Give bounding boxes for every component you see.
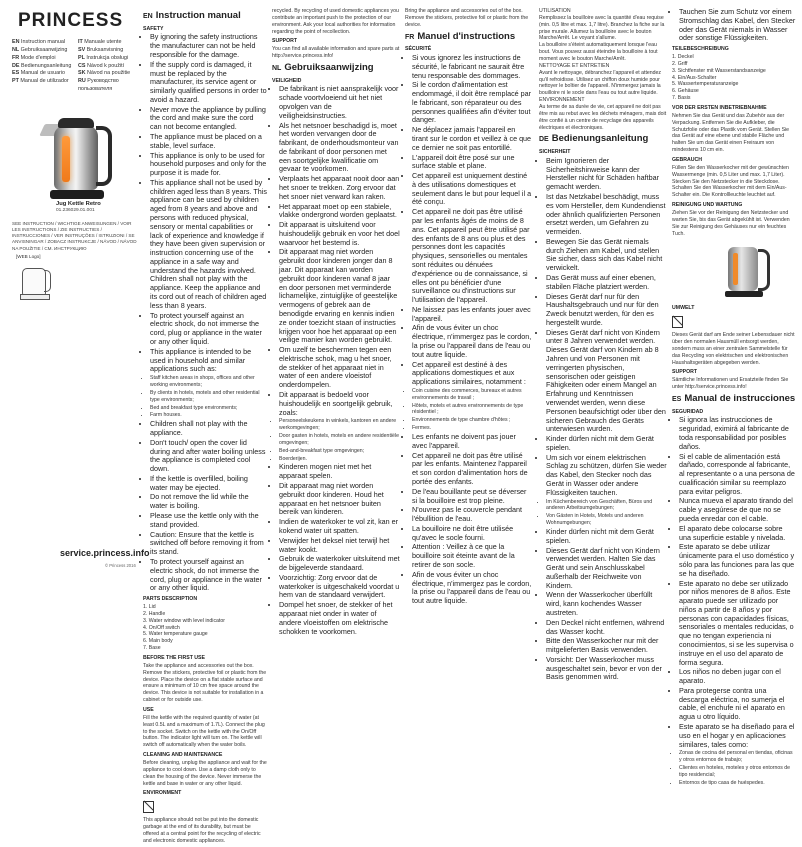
- safety-item: • Este aparato se debe utilizar únicamente para el uso doméstico y sólo para las funciones para las que se ha diseñado.: [679, 543, 796, 578]
- safety-item: • Cet appareil ne doit pas être utilisé par les enfants âgés de moins de 8 ans. Cet appareil peut être utilisé par des enfants de 8 ans ou plus et des personnes dont les capacités physiques, sensorielles ou mentales sont réduites ou dénuées d'expérience ou de connaissance, si elles ont pu bénéficier d'une surveillance ou d'instructions sur l'utilisation de l'appareil.: [412, 208, 533, 305]
- safety-item: • Verwijder het deksel niet terwijl het water kookt.: [279, 537, 400, 555]
- section-text: NETTOYAGE ET ENTRETIEN: [539, 62, 610, 69]
- safety-item: • Kinder dürfen nicht mit dem Gerät spielen.: [546, 435, 667, 453]
- safety-item: • El aparato debe colocarse sobre una superficie estable y nivelada.: [679, 525, 796, 543]
- de-before-text: Nehmen Sie das Gerät und das Zubehör aus der Verpackung. Entfernen Sie die Aufkleber, die Schutzfolie oder das Plastik vom Gerät. Stellen Sie das Gerät auf eine ebene und stabile Fläche und halten Sie um das Gerät einen Freiraum von mindestens 10 cm ein.: [672, 112, 790, 154]
- safety-item: • Kinderen mogen niet met het apparaat spelen.: [279, 463, 400, 481]
- de-safety-tail: [672, 8, 796, 43]
- safety-item: • Para protegerse contra una descarga eléctrica, no sumerja el cable, el enchufe ni el aparato en agua u otro líquido.: [679, 687, 796, 722]
- safety-item: • Tauchen Sie zum Schutz vor einem Stromschlag das Kabel, den Stecker oder das Gerät niemals in Wasser oder sonstige Flüssigkeiten.: [679, 8, 796, 43]
- safety-item: • This appliance shall not be used by children aged less than 8 years. This appliance can be used by children aged from 8 years and above and persons with reduced physical, sensory or mental capabilities or lack of experience and knowledge if they have been given supervision or instruction concerning use of the appliance in a safe way and understand the hazards involved. Children shall not play with the appliance. Keep the appliance and its cord out of reach of children aged less than 8 years.: [150, 179, 267, 311]
- safety-item: • Do not remove the lid while the water is boiling.: [150, 493, 267, 511]
- en-parts-heading: PARTS DESCRIPTION: [143, 596, 198, 603]
- safety-item: • Les enfants ne doivent pas jouer avec l'appareil.: [412, 433, 533, 451]
- language-name: Bedienungsanleitung: [19, 62, 72, 69]
- language-name: Mode d'emploi: [19, 54, 56, 61]
- language-pl: [78, 55, 140, 63]
- es-safety-heading: SEGURIDAD: [672, 408, 704, 415]
- safety-item: • If the kettle is overfilled, boiling water may be ejected.: [150, 475, 267, 493]
- en-title: EN Instruction manual: [143, 10, 241, 21]
- diagram-base: [20, 294, 50, 300]
- usage-item: • Entornos de tipo casa de huéspedes.: [679, 780, 796, 787]
- language-code: FR: [12, 54, 20, 61]
- language-fr: [12, 55, 74, 63]
- usage-item: • Door gasten in hotels, motels en andere residentiële omgevingen;: [279, 433, 400, 447]
- safety-item: • This appliance is intended to be used in household and similar applications such as:: [150, 348, 267, 374]
- safety-item: • Si le cordon d'alimentation est endommagé, il doit être remplacé par le fabricant, son réparateur ou des personnes qualifiées afin d'éviter tout danger.: [412, 81, 533, 125]
- language-de: [12, 63, 74, 71]
- language-ru: [78, 78, 140, 94]
- language-code: CS: [78, 62, 86, 69]
- safety-item: • To protect yourself against an electric shock, do not immerse the cord, plug or appliance in the water or any other liquid.: [150, 312, 267, 347]
- language-en: [12, 39, 74, 47]
- safety-item: • Dieses Gerät darf nur für den Haushaltsgebrauch und nur für den Zweck benutzt werden, für den es hergestellt wurde.: [546, 293, 667, 328]
- safety-item: • Ne laissez pas les enfants jouer avec l'appareil.: [412, 306, 533, 324]
- fr-safety-list: [405, 54, 533, 387]
- safety-item: • Um sich vor einem elektrischen Schlag zu schützen, dürfen Sie weder das Kabel, den Stecker noch das Gerät in Wasser oder andere Flüssigkeiten tauchen.: [546, 454, 667, 498]
- diagram-handle: [44, 270, 51, 292]
- en-safety-heading: SAFETY: [143, 25, 164, 32]
- safety-item: • This appliance is only to be used for household purposes and only for the purpose it is made for.: [150, 152, 267, 178]
- en-env-text: This appliance should not be put into the domestic garbage at the end of its durability, but must be offered at a central point for the recycling of electric and electronic domestic appliances.: [143, 817, 261, 844]
- safety-item: • Este aparato no debe ser utilizado por niños menores de 8 años. Este aparato puede ser utilizado por niños a partir de 8 años y por personas con capacidades físicas, sensoriales o mentales reducidas, o que no tengan experiencia ni conocimientos, si se les supervisa o instruye en el uso del aparato de forma segura.: [679, 580, 796, 668]
- de-safety-list-2: [539, 528, 667, 682]
- instruction-notice: SEE INSTRUCTION / WICHTIGE ANWEISUNGEN / VOIR LES INSTRUCTIONS / ZIE INSTRUCTIES / INSTRUCCIONES / VER INSTRUÇÕES / ISTRUZIONI / SE ANVISNINGAR / ZOBACZ INSTRUKCJE / NÁVOD / NÁVOD NA POUŽITIE / СМ. ИНСТРУКЦИЮ: [12, 220, 137, 251]
- recycle-bin-icon: [672, 316, 683, 328]
- usage-item: • Fermes.: [412, 425, 533, 432]
- usage-item: • Farm houses.: [150, 412, 267, 419]
- kettle-water-window: [62, 136, 70, 182]
- language-name: Gebruiksaanwijzing: [19, 46, 68, 53]
- usage-item: • Coin cuisine des commerces, bureaux et autres environnements de travail ;: [412, 388, 533, 402]
- safety-item: • Bitte den Wasserkocher nur mit der mitgelieferten Basis verwenden.: [546, 637, 667, 655]
- en-clean-heading: CLEANING AND MAINTENANCE: [143, 752, 223, 759]
- de-parts-list: [672, 54, 796, 102]
- de-env-heading: UMWELT: [672, 305, 695, 312]
- part-item: 3. Water window with level indicator: [143, 617, 225, 624]
- safety-item: • Los niños no deben jugar con el aparato.: [679, 668, 796, 686]
- de-use-text: Füllen Sie den Wasserkocher mit der gewünschten Wassermenge (min. 0,5 Liter und max. 1,7 Liter). Stecken Sie den Netzstecker in die Steckdose. Schalten Sie den Wasserkocher mit dem Ein/Aus-Schalter ein. Die Kontrollleuchte leuchtet auf.: [672, 164, 789, 199]
- nl-title: NL Gebruiksaanwijzing: [272, 62, 374, 74]
- part-item: 3. Sichtfenster mit Wasserstandsanzeige: [672, 67, 766, 74]
- safety-item: • Ne déplacez jamais l'appareil en tirant sur le cordon et veillez à ce que ce dernier ne soit pas entortillé.: [412, 126, 533, 152]
- kettle-handle: [758, 249, 770, 291]
- safety-item: • Dit apparaat mag niet worden gebruikt door kinderen jonger dan 8 jaar. Dit apparaat kan worden gebruikt door kinderen vanaf 8 jaar en door personen met verminderde lichamelijke, zintuiglijke of geestelijke vermogens of gebrek aan de benodigde ervaring en kennis indien ze onder toezicht staan of instructies krijgen voor hoe het apparaat op een veilige manier kan worden gebruikt.: [279, 248, 400, 345]
- nl-column: [272, 8, 400, 637]
- de-usage-list: [539, 499, 667, 527]
- usage-item: • Von Gästen in Hotels, Motels und anderen Wohnumgebungen;: [546, 513, 667, 527]
- safety-item: • Si ignora las instrucciones de seguridad, eximirá al fabricante de toda responsabilidad por posibles daños.: [679, 416, 796, 451]
- de-clean-text: Ziehen Sie vor der Reinigung den Netzstecker und warten Sie, bis das Gerät abgekühlt ist. Verwenden Sie zur Reinigung des Gehäuses nur ein feuchtes Tuch.: [672, 210, 790, 237]
- copyright-date: © Princess 2016: [105, 563, 136, 568]
- safety-item: • Dieses Gerät darf nicht von Kindern verwendet werden. Halten Sie das Gerät und sein Anschlusskabel außerhalb der Reichweite von Kindern.: [546, 547, 667, 591]
- safety-item: • To protect yourself against an electric shock, do not immerse the cord, plug or appliance in the water or any other liquid.: [150, 558, 267, 593]
- kettle-water-window: [733, 253, 738, 285]
- safety-item: • La bouilloire ne doit être utilisée qu'avec le socle fourni.: [412, 525, 533, 543]
- safety-item: • Gebruik de waterkoker uitsluitend met de bijgeleverde standaard.: [279, 555, 400, 573]
- usage-item: • Boerderijen.: [279, 456, 400, 463]
- en-use-heading: USE: [143, 706, 154, 713]
- nl-safety-list: [272, 85, 400, 417]
- en-safety-list: [143, 33, 267, 374]
- fr-safety-heading: SÉCURITÉ: [405, 46, 432, 53]
- language-code: SK: [78, 70, 86, 77]
- safety-item: • Cet appareil est uniquement destiné à des utilisations domestiques et seulement dans le but pour lequel il a été conçu.: [412, 172, 533, 207]
- de-before-heading: VOR DER ERSTEN INBETRIEBNAHME: [672, 105, 767, 111]
- en-clean-text: Before cleaning, unplug the appliance and wait for the appliance to cool down. Use a damp cloth only to clean the housing of the device. Never immerse the kettle and base in water or any other liquid.: [143, 759, 267, 787]
- language-name: Instruction manual: [19, 39, 66, 46]
- section-text: Avant le nettoyage, débranchez l'appareil et attendez qu'il refroidisse. Utilisez un chiffon doux humide pour nettoyer le boîtier de l'appareil. N'immergez jamais la bouilloire ni le socle dans l'eau ou tout autre liquide.: [539, 69, 662, 97]
- en-parts-list: [143, 604, 267, 652]
- language-sk: [78, 70, 140, 78]
- en-use-text: Fill the kettle with the required quantity of water (at least 0.5L and a maximum of 1.7L). Connect the plug to the socket. Switch on the kettle with the On/Off button. The indicator light will turn on. The kettle will switch off automatically when the water boils.: [143, 714, 265, 749]
- safety-item: • Bewegen Sie das Gerät niemals durch Ziehen am Kabel, und stellen Sie sicher, dass sich das Kabel nicht verwickelt.: [546, 238, 667, 273]
- safety-item: • Wenn der Wasserkocher überfüllt wird, kann kochendes Wasser austreten.: [546, 591, 667, 617]
- language-name: Návod na použitie: [85, 70, 131, 77]
- es-usage-list: [672, 750, 796, 786]
- de-column: [539, 8, 667, 683]
- language-name: Bruksanvisning: [85, 46, 124, 53]
- language-name: Руководство пользователя: [78, 78, 119, 93]
- usage-item: • Bed-and-breakfast type omgevingen;: [279, 448, 400, 455]
- es-title: ES Manual de instrucciones: [672, 393, 796, 405]
- safety-item: • The appliance must be placed on a stable, level surface.: [150, 133, 267, 151]
- part-item: 1. Deckel: [672, 53, 694, 60]
- en-usage-list: [143, 375, 267, 419]
- kettle-body: [54, 126, 98, 190]
- de-safety-heading: SICHERHEIT: [539, 149, 571, 155]
- recycle-bin-icon: [143, 801, 154, 813]
- language-nl: [12, 47, 74, 55]
- cover-column: [12, 8, 140, 300]
- usage-item: • Im Küchenbereich von Geschäften, Büros und anderen Arbeitsumgebungen;: [546, 499, 667, 513]
- safety-item: • De fabrikant is niet aansprakelijk voor schade voortvloeiend uit het niet opvolgen van de veiligheidsinstructies.: [279, 85, 400, 120]
- section-text: La bouilloire s'éteint automatiquement lorsque l'eau bout. Vous pouvez aussi éteindre la bouilloire à tout moment avec le bouton Marche/Arrêt.: [539, 42, 658, 63]
- fr-column: [405, 8, 533, 607]
- safety-item: • Please use the kettle only with the stand provided.: [150, 512, 267, 530]
- safety-item: • Never move the appliance by pulling the cord and make sure the cord can not become entangled.: [150, 106, 267, 132]
- kettle-handle: [96, 126, 112, 186]
- usage-item: • Staff kitchen areas in shops, offices and other working environments;: [150, 375, 267, 389]
- de-safety-list: [539, 157, 667, 498]
- safety-item: • Verplaats het apparaat nooit door aan het snoer te trekken. Zorg ervoor dat het snoer niet verward kan raken.: [279, 175, 400, 201]
- safety-item: • Das Gerät muss auf einer ebenen, stabilen Fläche platziert werden.: [546, 274, 667, 292]
- en-env-heading: ENVIRONMENT: [143, 790, 182, 797]
- part-item: 4. On/Off switch: [143, 624, 180, 631]
- safety-item: • Cet appareil ne doit pas être utilisé par les enfants. Maintenez l'appareil et son cordon d'alimentation hors de portée des enfants.: [412, 452, 533, 487]
- part-item: 5. Wassertemperaturanzeige: [672, 81, 739, 88]
- product-image: [12, 100, 130, 215]
- language-pt: [12, 78, 74, 94]
- en-before-heading: BEFORE THE FIRST USE: [143, 654, 205, 661]
- section-text: Au terme de sa durée de vie, cet appareil ne doit pas être mis au rebut avec les déchets ménagers, mais doit être confié à un centre de recyclage des appareils électriques et électroniques.: [539, 104, 667, 131]
- en-column: [143, 8, 267, 847]
- safety-item: • Vorsicht: Der Wasserkocher muss ausgeschaltet sein, bevor er von der Basis genommen wird.: [546, 656, 667, 682]
- safety-item: • De l'eau bouillante peut se déverser si la bouilloire est trop pleine.: [412, 488, 533, 506]
- website-link[interactable]: service.princess.info: [60, 548, 150, 558]
- language-code: RU: [78, 78, 86, 85]
- product-name: Jug Kettle Retro: [56, 200, 101, 207]
- kettle-lid: [58, 118, 94, 128]
- language-cs: [78, 63, 140, 71]
- safety-item: • Si vous ignorez les instructions de sécurité, le fabricant ne saurait être tenu responsable des dommages.: [412, 54, 533, 80]
- safety-item: • L'appareil doit être posé sur une surface stable et plane.: [412, 154, 533, 172]
- safety-item: • Dompel het snoer, de stekker of het apparaat niet onder in water of andere vloeistoffen om elektrische schokken te voorkomen.: [279, 601, 400, 636]
- usage-item: • Bed and breakfast type environments;: [150, 405, 267, 412]
- safety-item: • Indien de waterkoker te vol zit, kan er kokend water uit spatten.: [279, 518, 400, 536]
- en-support-heading: SUPPORT: [272, 38, 298, 45]
- part-item: 6. Gehäuse: [672, 88, 699, 95]
- de-title: DE Bedienungsanleitung: [539, 133, 649, 145]
- safety-item: • Als het netsnoer beschadigd is, moet het worden vervangen door de fabrikant, de onderhoudsmonteur van de fabrikant of door personen met een soortgelijke kwalificatie om gevaar te voorkomen.: [279, 122, 400, 175]
- part-item: 4. Ein/Aus-Schalter: [672, 74, 717, 81]
- en-safety-list-2: [143, 420, 267, 593]
- nl-tail-text: Bring the appliance and accessories out of the box. Remove the stickers, protective foil or plastic from the device.: [405, 8, 529, 28]
- language-sv: [78, 47, 140, 55]
- usage-item: • Personeelskeukens in winkels, kantoren en andere werkomgevingen;: [279, 418, 400, 432]
- language-it: [78, 39, 140, 47]
- safety-item: • Dit apparaat mag niet worden gebruikt door kinderen. Houd het apparaat en het netsnoer buiten bereik van kinderen.: [279, 482, 400, 517]
- safety-item: • Este aparato se ha diseñado para el uso en el hogar y en aplicaciones similares, tales como:: [679, 723, 796, 749]
- en-support-text: You can find all available information and spare parts at http://service.princess.info!: [272, 46, 400, 60]
- fr-title: FR Manuel d'instructions: [405, 30, 516, 42]
- language-code: ES: [12, 70, 20, 77]
- usage-item: • Environnements de type chambre d'hôtes ;: [412, 417, 533, 424]
- language-name: Instrukcja obsługi: [84, 54, 129, 61]
- safety-item: • N'ouvrez pas le couvercle pendant l'ébullition de l'eau.: [412, 506, 533, 524]
- safety-item: • Dit apparaat is uitsluitend voor huishoudelijk gebruik en voor het doel waarvoor het bestemd is.: [279, 221, 400, 247]
- es-column: [672, 8, 796, 788]
- language-name: Manual de usuario: [19, 70, 66, 77]
- language-code: PT: [12, 78, 19, 85]
- kettle-base: [725, 291, 763, 297]
- diagram-caption: [WEB Logo]: [16, 253, 41, 259]
- de-clean-heading: REINIGUNG UND WARTUNG: [672, 202, 743, 209]
- safety-item: • Afin de vous éviter un choc électrique, n'immergez pas le cordon, la prise ou l'appareil dans de l'eau ou tout autre liquide.: [412, 571, 533, 606]
- de-use-heading: GEBRAUCH: [672, 157, 702, 164]
- safety-item: • Kinder dürfen nicht mit dem Gerät spielen.: [546, 528, 667, 546]
- language-code: DE: [12, 62, 20, 69]
- part-item: 2. Handle: [143, 610, 166, 617]
- en-recycle-text: recycled. By recycling of used domestic appliances you contribute an important push to the protection of our environment. Ask your local authorities for information regarding the point of recollection.: [272, 8, 399, 35]
- part-item: 7. Base: [143, 645, 161, 652]
- fr-safety-list-2: [405, 433, 533, 606]
- language-es: [12, 70, 74, 78]
- language-name: Manuale utente: [82, 39, 122, 46]
- safety-item: • Beim Ignorieren der Sicherheitshinweise kann der Hersteller nicht für Schäden haftbar gemacht werden.: [546, 157, 667, 192]
- safety-item: • If the supply cord is damaged, it must be replaced by the manufacturer, its service agent or similarly qualified persons in order to avoid a hazard.: [150, 61, 267, 105]
- nl-usage-list: [272, 418, 400, 462]
- de-support-text: Sämtliche Informationen und Ersatzteile finden Sie unter http://service.princess.info!: [672, 377, 789, 391]
- kettle-base: [50, 190, 104, 199]
- product-model: 01.236029.01.001: [56, 207, 95, 213]
- diagram-body: [22, 268, 46, 296]
- language-name: Manual de utilizador: [18, 78, 69, 85]
- en-before-text: Take the appliance and accessories out the box. Remove the stickers, protective foil or plastic from the device. Place the device on a flat stable surface and ensure a minimum of 10 cm free space around the device. This device is not suitable for installation in a cabinet or for outside use.: [143, 662, 267, 704]
- usage-item: • By clients in hotels, motels and other residential type environments;: [150, 390, 267, 404]
- part-item: 2. Griff: [672, 60, 688, 67]
- safety-item: • Attention : Veillez à ce que la bouilloire soit éteinte avant de la retirer de son socle.: [412, 543, 533, 569]
- part-item: 6. Main body: [143, 638, 173, 645]
- safety-item: • Voorzichtig: Zorg ervoor dat de waterkoker is uitgeschakeld voordat u hem van de standaard verwijdert.: [279, 574, 400, 600]
- part-item: 5. Water temperature gauge: [143, 631, 208, 638]
- fr-usage-list: [405, 388, 533, 432]
- safety-item: • Dit apparaat is bedoeld voor huishoudelijk en soortgelijk gebruik, zoals:: [279, 391, 400, 417]
- fr-tail-section: [539, 8, 667, 131]
- safety-item: • Den Deckel nicht entfernen, während das Wasser kocht.: [546, 619, 667, 637]
- usage-item: • Hôtels, motels et autres environnements de type résidentiel ;: [412, 403, 533, 417]
- safety-item: • By ignoring the safety instructions the manufacturer can not be held responsible for the damage.: [150, 33, 267, 59]
- safety-item: • Caution: Ensure that the kettle is switched off before removing it from its stand.: [150, 531, 267, 557]
- de-support-heading: SUPPORT: [672, 369, 698, 376]
- part-item: 7. Basis: [672, 95, 691, 102]
- section-text: ENVIRONNEMENT: [539, 97, 585, 104]
- safety-item: • Cet appareil est destiné à des applications domestiques et aux applications similaires, notamment :: [412, 361, 533, 387]
- usage-item: • Zonas de cocina del personal en tiendas, oficinas y otros entornos de trabajo;: [679, 750, 796, 764]
- safety-item: • Het apparaat moet op een stabiele, vlakke ondergrond worden geplaatst.: [279, 203, 400, 221]
- safety-item: • Afin de vous éviter un choc électrique, n'immergez pas le cordon, la prise ou l'appareil dans de l'eau ou tout autre liquide.: [412, 324, 533, 359]
- section-text: Remplissez la bouilloire avec la quantité d'eau requise (min. 0,5 litre et max. 1,7 litre). Branchez la fiche sur la prise murale. Allumez la bouilloire avec le bouton Marche/Arrêt. Le voyant s'allume.: [539, 14, 665, 42]
- safety-item: • Dieses Gerät darf nicht von Kindern unter 8 Jahren verwendet werden. Dieses Gerät darf von Kindern ab 8 Jahren und von Personen mit verringerten physischen, sensorischen oder geistigen Fähigkeiten oder einem Mangel an Erfahrung und Kenntnissen verwendet werden, wenn diese Personen beaufsichtigt oder über den sicheren Gebrauch des Geräts unterwiesen wurden.: [546, 329, 667, 434]
- nl-safety-heading: VEILIGHEID: [272, 77, 302, 84]
- de-env-text: Dieses Gerät darf am Ende seiner Lebensdauer nicht über den normalen Hausmüll entsorgt werden, sondern muss an einer zentralen Sammelstelle für das Recycling von elektrischen und elektronischen Haushaltsgeräten abgegeben werden.: [672, 332, 795, 366]
- safety-item: • Si el cable de alimentación está dañado, corresponde al fabricante, al representante o a una persona de cualificación similar su reemplazo para evitar peligros.: [679, 453, 796, 497]
- parts-diagram: [16, 253, 56, 300]
- language-name: Návod k použití: [85, 62, 125, 69]
- safety-item: • Don't touch/ open the cover lid during and after water boiling unless the appliance is completed cool down.: [150, 439, 267, 474]
- de-parts-heading: TEILEBESCHREIBUNG: [672, 46, 729, 53]
- nl-safety-list-2: [272, 463, 400, 636]
- language-code: SV: [78, 46, 86, 53]
- es-safety-list: [672, 416, 796, 749]
- language-list: [12, 39, 140, 94]
- language-code: IT: [78, 39, 83, 46]
- language-code: EN: [12, 39, 20, 46]
- safety-item: • Nunca mueva el aparato tirando del cable y asegúrese de que no se pueda enredar con el cable.: [679, 497, 796, 523]
- brand-logo: PRINCESS: [18, 10, 124, 31]
- usage-item: • Clientes en hoteles, moteles y otros entornos de tipo residencial;: [679, 765, 796, 779]
- language-code: NL: [12, 46, 20, 53]
- safety-item: • Children shall not play with the appliance.: [150, 420, 267, 438]
- product-image-small: [720, 241, 776, 301]
- section-text: UTILISATION: [539, 8, 571, 14]
- safety-item: • Om uzelf te beschermen tegen een elektrische schok, mag u het snoer, de stekker of het apparaat niet in water of een andere vloeistof onderdompelen.: [279, 346, 400, 390]
- safety-item: • Ist das Netzkabel beschädigt, muss es vom Hersteller, dem Kundendienst oder ähnlich qualifizierten Personen ersetzt werden, um Gefahren zu vermeiden.: [546, 193, 667, 237]
- part-item: 1. Lid: [143, 603, 156, 610]
- language-code: PL: [78, 54, 85, 61]
